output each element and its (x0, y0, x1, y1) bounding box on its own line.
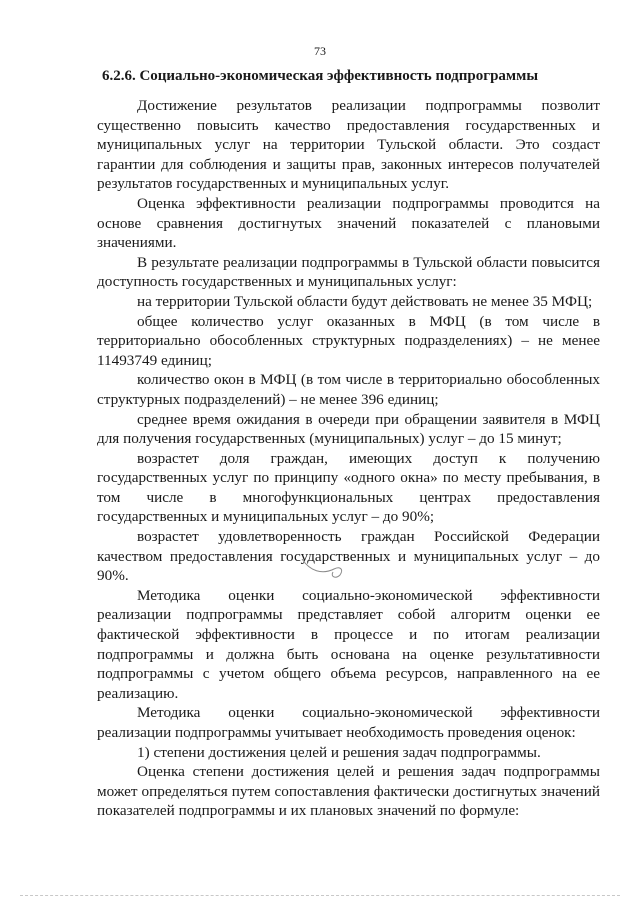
paragraph: Методика оценки социально-экономической эффективности реализации подпрограммы представляет собой алгоритм оценки ее фактической эффективности в процессе и по итогам реализации подпрограммы и должна быть основана на оценке результативности подпрограммы с учетом общего объема ресурсов, направленного на ее реализацию. (97, 586, 600, 702)
paragraph: Достижение результатов реализации подпрограммы позволит существенно повысить качество предоставления государственных и муниципальных услуг на территории Тульской области. Это создаст гарантии для соблюдения и защиты прав, законных интересов получателей результатов государственных и муниципальных услуг. (97, 97, 600, 193)
list-item: количество окон в МФЦ (в том числе в территориально обособленных структурных подразделений) – не менее 396 единиц; (97, 371, 600, 408)
section-heading: 6.2.6. Социально-экономическая эффективность подпрограммы (101, 68, 539, 84)
list-item: возрастет удовлетворенность граждан Российской Федерации качеством предоставления государственных и муниципальных услуг – до 90%. (97, 528, 600, 585)
document-body (97, 96, 600, 821)
paragraph: В результате реализации подпрограммы в Тульской области повысится доступность государственных и муниципальных услуг: (97, 253, 600, 291)
page-number: 73 (314, 44, 326, 58)
list-item: возрастет доля граждан, имеющих доступ к получению государственных услуг по принципу «одного окна» по месту пребывания, в том числе в многофункциональных центрах предоставления государственных и муниципальных услуг – до 90%; (97, 449, 600, 526)
scan-edge-line (20, 895, 620, 897)
list-item: на территории Тульской области будут действовать не менее 35 МФЦ; (137, 292, 593, 310)
paragraph: Оценка эффективности реализации подпрограммы проводится на основе сравнения достигнутых значений показателей с плановыми значениями. (97, 194, 600, 252)
pen-mark (300, 553, 360, 581)
paragraph: Оценка степени достижения целей и решения задач подпрограммы может определяться путем сопоставления фактически достигнутых значений показателей подпрограммы и их плановых значений по формуле: (97, 763, 600, 820)
list-item: среднее время ожидания в очереди при обращении заявителя в МФЦ для получения государственных (муниципальных) услуг – до 15 минут; (97, 410, 600, 448)
list-item: 1) степени достижения целей и решения задач подпрограммы. (137, 743, 541, 761)
paragraph: Методика оценки социально-экономической эффективности реализации подпрограммы учитывает необходимость проведения оценок: (97, 704, 600, 741)
list-item: общее количество услуг оказанных в МФЦ (в том числе в территориально обособленных структурных подразделениях) – не менее 11493749 единиц; (97, 312, 600, 369)
